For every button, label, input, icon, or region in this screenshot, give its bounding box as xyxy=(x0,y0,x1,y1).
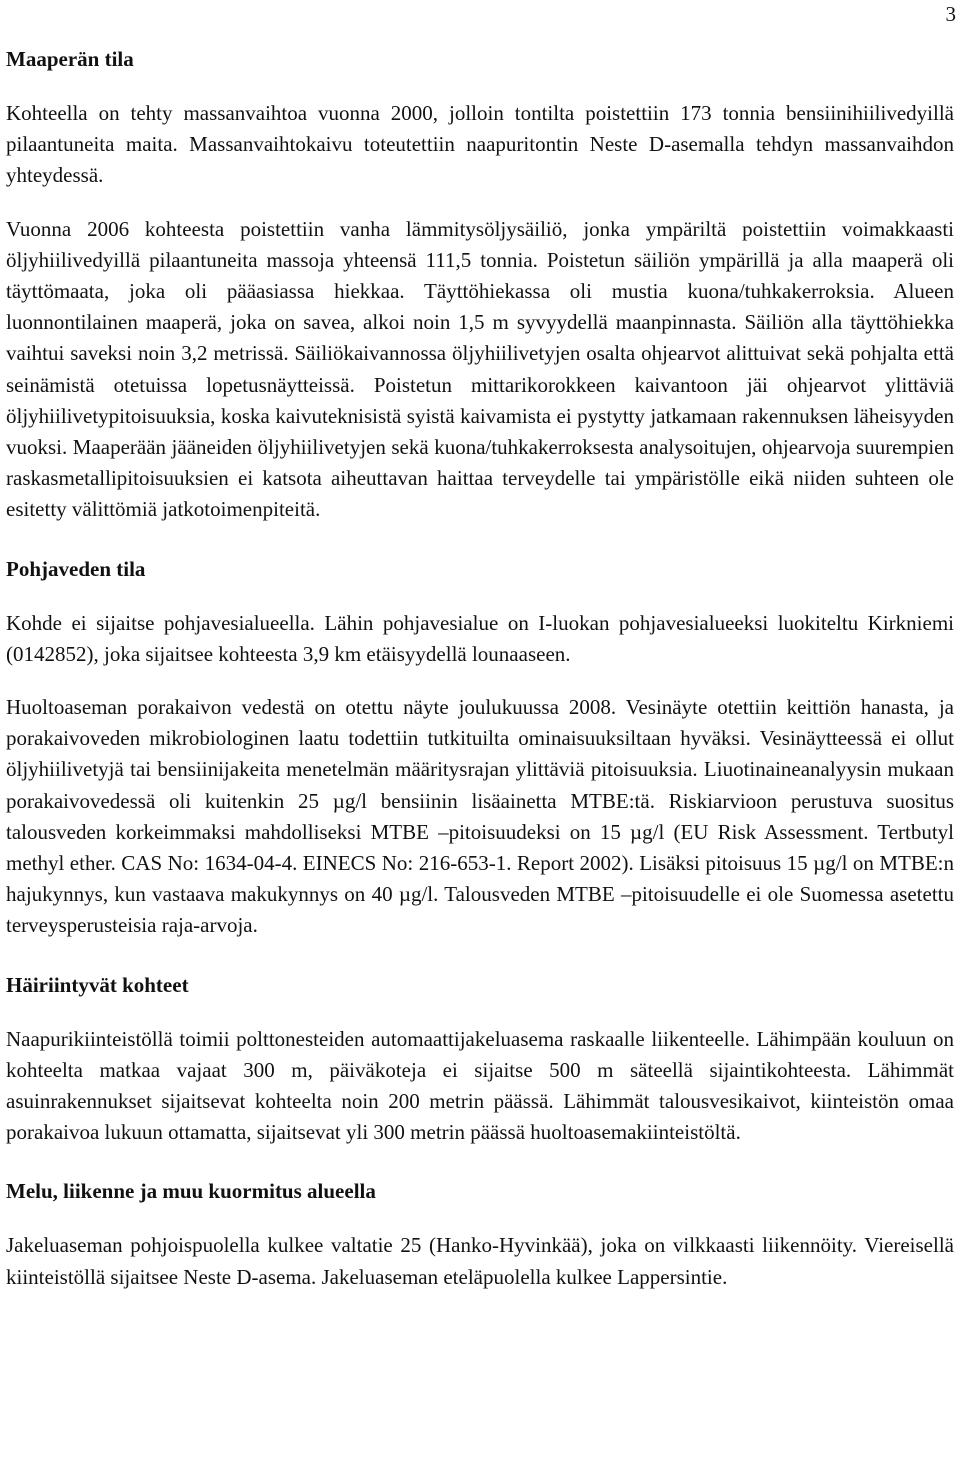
section-hairiintyvat-kohteet xyxy=(6,970,954,1149)
section-heading: Melu, liikenne ja muu kuormitus alueella xyxy=(6,1179,376,1204)
paragraph: Huoltoaseman porakaivon vedestä on otettu näyte joulukuussa 2008. Vesinäyte otettiin keittiön hanasta, ja porakaivoveden mikrobiologinen laatu todettiin tutkituilta ominaisuuksiltaan hyväksi. Vesinäytteessä ei ollut öljyhiilivetyjä tai bensiinijakeita menetelmän määritysrajan ylittäviä pitoisuuksia. Liuotinaineanalyysin mukaan porakaivovedessä oli kuitenkin 25 µg/l bensiinin lisäainetta MTBE:tä. Riskiarvioon perustuva suositus talousveden korkeimmaksi mahdolliseksi MTBE –pitoisuudeksi on 15 µg/l (EU Risk Assessment. Tertbutyl methyl ether. CAS No: 1634-04-4. EINECS No: 216-653-1. Report 2002). Lisäksi pitoisuus 15 µg/l on MTBE:n hajukynnys, kun vastaava makukynnys on 40 µg/l. Talousveden MTBE –pitoisuudelle ei ole Suomessa asetettu terveysperusteisia raja-arvoja. xyxy=(6,695,954,938)
page-number: 3 xyxy=(945,2,956,26)
section-heading: Häiriintyvät kohteet xyxy=(6,972,189,997)
section-maaperan-tila xyxy=(6,44,954,526)
paragraph: Jakeluaseman pohjoispuolella kulkee valtatie 25 (Hanko-Hyvinkää), joka on vilkkaasti liikennöity. Viereisellä kiinteistöllä sijaitsee Neste D-asema. Jakeluaseman eteläpuolella kulkee Lappersintie. xyxy=(6,1233,954,1289)
paragraph: Naapurikiinteistöllä toimii polttonesteiden automaattijakeluasema raskaalle liikenteelle. Lähimpään kouluun on kohteelta matkaa vajaat 300 m, päiväkoteja ei sijaitse 500 m säteellä sijaintikohteesta. Lähimmät asuinrakennukset sijaitsevat kohteelta noin 200 metrin päässä. Lähimmät talousvesikaivot, kiinteistön omaa porakaivoa lukuun ottamatta, sijaitsevat yli 300 metrin päässä huoltoasemakiinteistöltä. xyxy=(6,1026,954,1145)
section-heading: Pohjaveden tila xyxy=(6,556,146,581)
section-heading: Maaperän tila xyxy=(6,47,134,71)
paragraph: Kohteella on tehty massanvaihtoa vuonna 2000, jolloin tontilta poistettiin 173 tonnia bensiinihiilivedyillä pilaantuneita maita. Massanvaihtokaivu toteutettiin naapuritontin Neste D-asemalla tehdyn massanvaihdon yhteydessä. xyxy=(6,101,954,188)
section-melu-liikenne xyxy=(6,1176,954,1292)
paragraph: Vuonna 2006 kohteesta poistettiin vanha lämmitysöljysäiliö, jonka ympäriltä poistettiin voimakkaasti öljyhiilivedyillä pilaantuneita massoja yhteensä 111,5 tonnia. Poistetun säiliön ympärillä ja alla maaperä oli täyttömaata, joka oli pääasiassa hiekkaa. Täyttöhiekassa oli mustia kuona/tuhkakerroksia. Alueen luonnontilainen maaperä, joka on savea, alkoi noin 1,5 m syvyydellä maanpinnasta. Säiliön alla täyttöhiekka vaihtui saveksi noin 3,2 metrissä. Säiliökaivannossa öljyhiilivetyjen osalta ohjearvot alittuivat sekä pohjalta että seinämistä otetuissa lopetusnäytteissä. Poistetun mittarikorokkeen kaivantoon jäi ohjearvot ylittäviä öljyhiilivetypitoisuuksia, koska kaivuteknisistä syistä kaivamista ei pystytty jatkamaan rakennuksen läheisyyden vuoksi. Maaperään jääneiden öljyhiilivetyjen sekä kuona/tuhkakerroksesta analysoitujen, ohjearvoja suurempien raskasmetallipitoisuuksien ei katsota aiheuttavan haittaa terveydelle tai ympäristölle eikä niiden suhteen ole esitetty välittömiä jatkotoimenpiteitä. xyxy=(6,216,954,522)
section-pohjaveden-tila xyxy=(6,554,954,942)
paragraph: Kohde ei sijaitse pohjavesialueella. Lähin pohjavesialue on I-luokan pohjavesialueeksi luokiteltu Kirkniemi (0142852), joka sijaitsee kohteesta 3,9 km etäisyydellä lounaaseen. xyxy=(6,610,954,666)
document-body xyxy=(6,44,954,1293)
